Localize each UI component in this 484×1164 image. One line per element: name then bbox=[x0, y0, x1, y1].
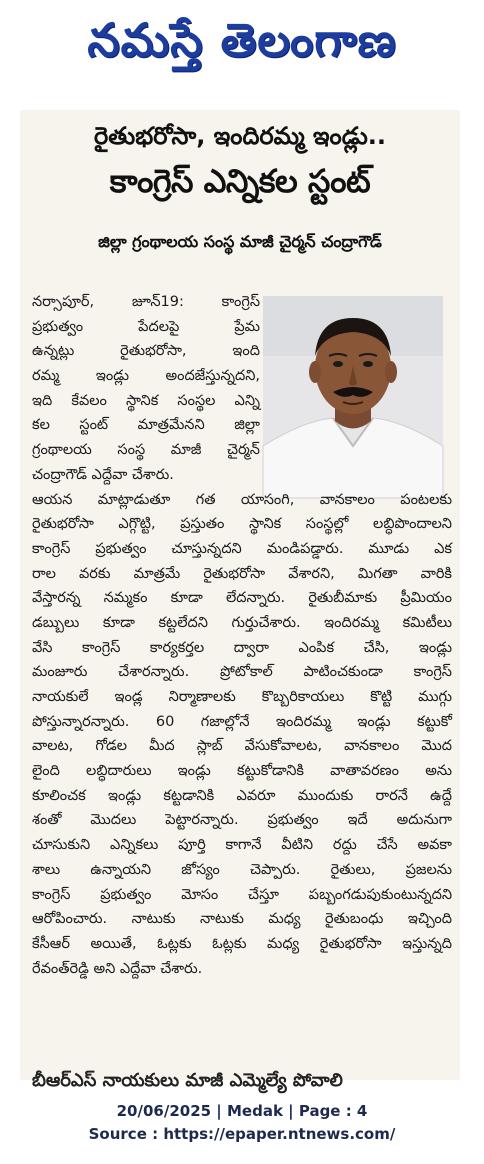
body-line: వేస్తారన్న నమ్మకం కూడా లేదన్నారు. రైతుబీమాకు ప్రీమియం bbox=[32, 590, 452, 607]
body-line: కాంగ్రెస్ ప్రభుత్వం చూస్తున్నదని మండిపడ్డారు. మూడు ఎక bbox=[32, 540, 452, 557]
footer-source: Source : https://epaper.ntnews.com/ bbox=[88, 1125, 396, 1143]
body-line: ఆరోపించారు. నాటుకు నాటుకు మధ్య రైతుబంధు ఇచ్చింది bbox=[32, 911, 452, 928]
body-line: లైంది లబ్ధిదారులు ఇండ్లు కట్టుకోడానికి వాతావరణం అను bbox=[32, 763, 452, 780]
body-line: రాల వరకు మాత్రమే రైతుభరోసా వేశారని, మిగతా వారికి bbox=[32, 565, 452, 582]
body-line: శాలు ఉన్నాయని జోస్యం చెప్పారు. రైతులు, ప్రజలను bbox=[32, 861, 452, 878]
news-clipping bbox=[20, 110, 460, 1091]
body-line: రేవంత్‌రెడ్డి అని ఎద్దేవా చేశారు. bbox=[32, 960, 203, 977]
body-line: చంద్రాగౌడ్ ఎద్దేవా చేశారు. bbox=[32, 466, 174, 483]
newspaper-masthead bbox=[0, 0, 484, 92]
body-line: గ్రంథాలయ సంస్థ మాజీ చైర్మన్ bbox=[32, 442, 260, 459]
body-line: డబ్బులు కూడా కట్టలేదని గుర్తుచేశారు. ఇందిరమ్మ కమిటీలు bbox=[32, 614, 452, 631]
body-line: కేసీఆర్ అయితే, ఓట్లకు ఓట్లకు మధ్య రైతుభరోసా ఇస్తున్నది bbox=[32, 935, 452, 952]
article-subhead: జిల్లా గ్రంథాలయ సంస్థ మాజీ చైర్మన్ చంద్రాగౌడ్ bbox=[98, 232, 382, 251]
body-line: పోస్తున్నారన్నారు. 60 గజాల్లోనే ఇందిరమ్మ ఇండ్లు కట్టుకో bbox=[32, 713, 452, 730]
body-line: ఇది కేవలం స్థానిక సంస్థల ఎన్ని bbox=[32, 392, 260, 409]
body-line: వేసి కాంగ్రెస్ కార్యకర్తల ద్వారా ఎంపిక చేసి, ఇండ్లు bbox=[32, 639, 452, 656]
article-kicker: రైతుభరోసా, ఇందిరమ్మ ఇండ్లు.. bbox=[93, 122, 387, 150]
footer-date-edition: 20/06/2025 | Medak | Page : 4 bbox=[116, 1102, 368, 1120]
body-line: నాయకులే ఇండ్ల నిర్మాణాలకు కొబ్బరికాయలు కొట్టి ముగ్గు bbox=[32, 689, 452, 705]
body-line: వాలట, గోడల మీద స్లాబ్ వేసుకోవాలట, వానకాలం మొద bbox=[32, 738, 452, 755]
body-line: ప్రభుత్వం పేదలపై ప్రేమ bbox=[32, 318, 260, 335]
body-line: శంతో మొదలు పెట్టారన్నారు. ప్రభుత్వం ఇదే అదునుగా bbox=[32, 812, 452, 829]
body-line: రైతుభరోసా ఎగ్గొట్టి, ప్రస్తుతం స్థానిక సంస్థల్లో లబ్ధిపొందాలని bbox=[32, 516, 452, 533]
body-line: చూసుకుని ఎన్నికలు పూర్తి కాగానే వీటిని రద్దు చేసే అవకా bbox=[32, 837, 452, 854]
body-line: నర్సాపూర్, జూన్19: కాంగ్రెస్ bbox=[32, 294, 260, 310]
body-line: ఉన్నట్లు రైతుభరోసా, ఇంది bbox=[32, 343, 260, 360]
masthead-title: నమస్తే తెలంగాణ bbox=[87, 13, 397, 67]
article-body bbox=[32, 290, 452, 981]
cutoff-next-headline: బీఆర్ఎస్ నాయకులు మాజీ ఎమ్మెల్యే పోవాలి bbox=[32, 1070, 343, 1091]
body-line: రమ్మ ఇండ్లు అందజేస్తున్నదని, bbox=[32, 368, 260, 385]
body-line: ఆయన మాట్లాడుతూ గత యాసంగి, వానకాలం పంటలకు bbox=[32, 491, 452, 508]
body-line: కాంగ్రెస్ ప్రభుత్వం మోసం చేస్తూ పబ్బంగడుపుకుంటున్నదని bbox=[32, 886, 452, 903]
page-footer bbox=[0, 1100, 484, 1146]
article-headline: కాంగ్రెస్ ఎన్నికల స్టంట్ bbox=[109, 162, 371, 200]
body-line: మంజూరు చేశారన్నారు. ప్రోటోకాల్ పాటించకుండా కాంగ్రెస్ bbox=[32, 664, 452, 681]
body-line: కల స్టంట్ మాత్రమేనని జిల్లా bbox=[32, 417, 260, 434]
body-line: కూలించక ఇండ్లు కట్టడానికి ఎవరూ ముందుకు రారనే ఉద్దే bbox=[32, 787, 452, 804]
